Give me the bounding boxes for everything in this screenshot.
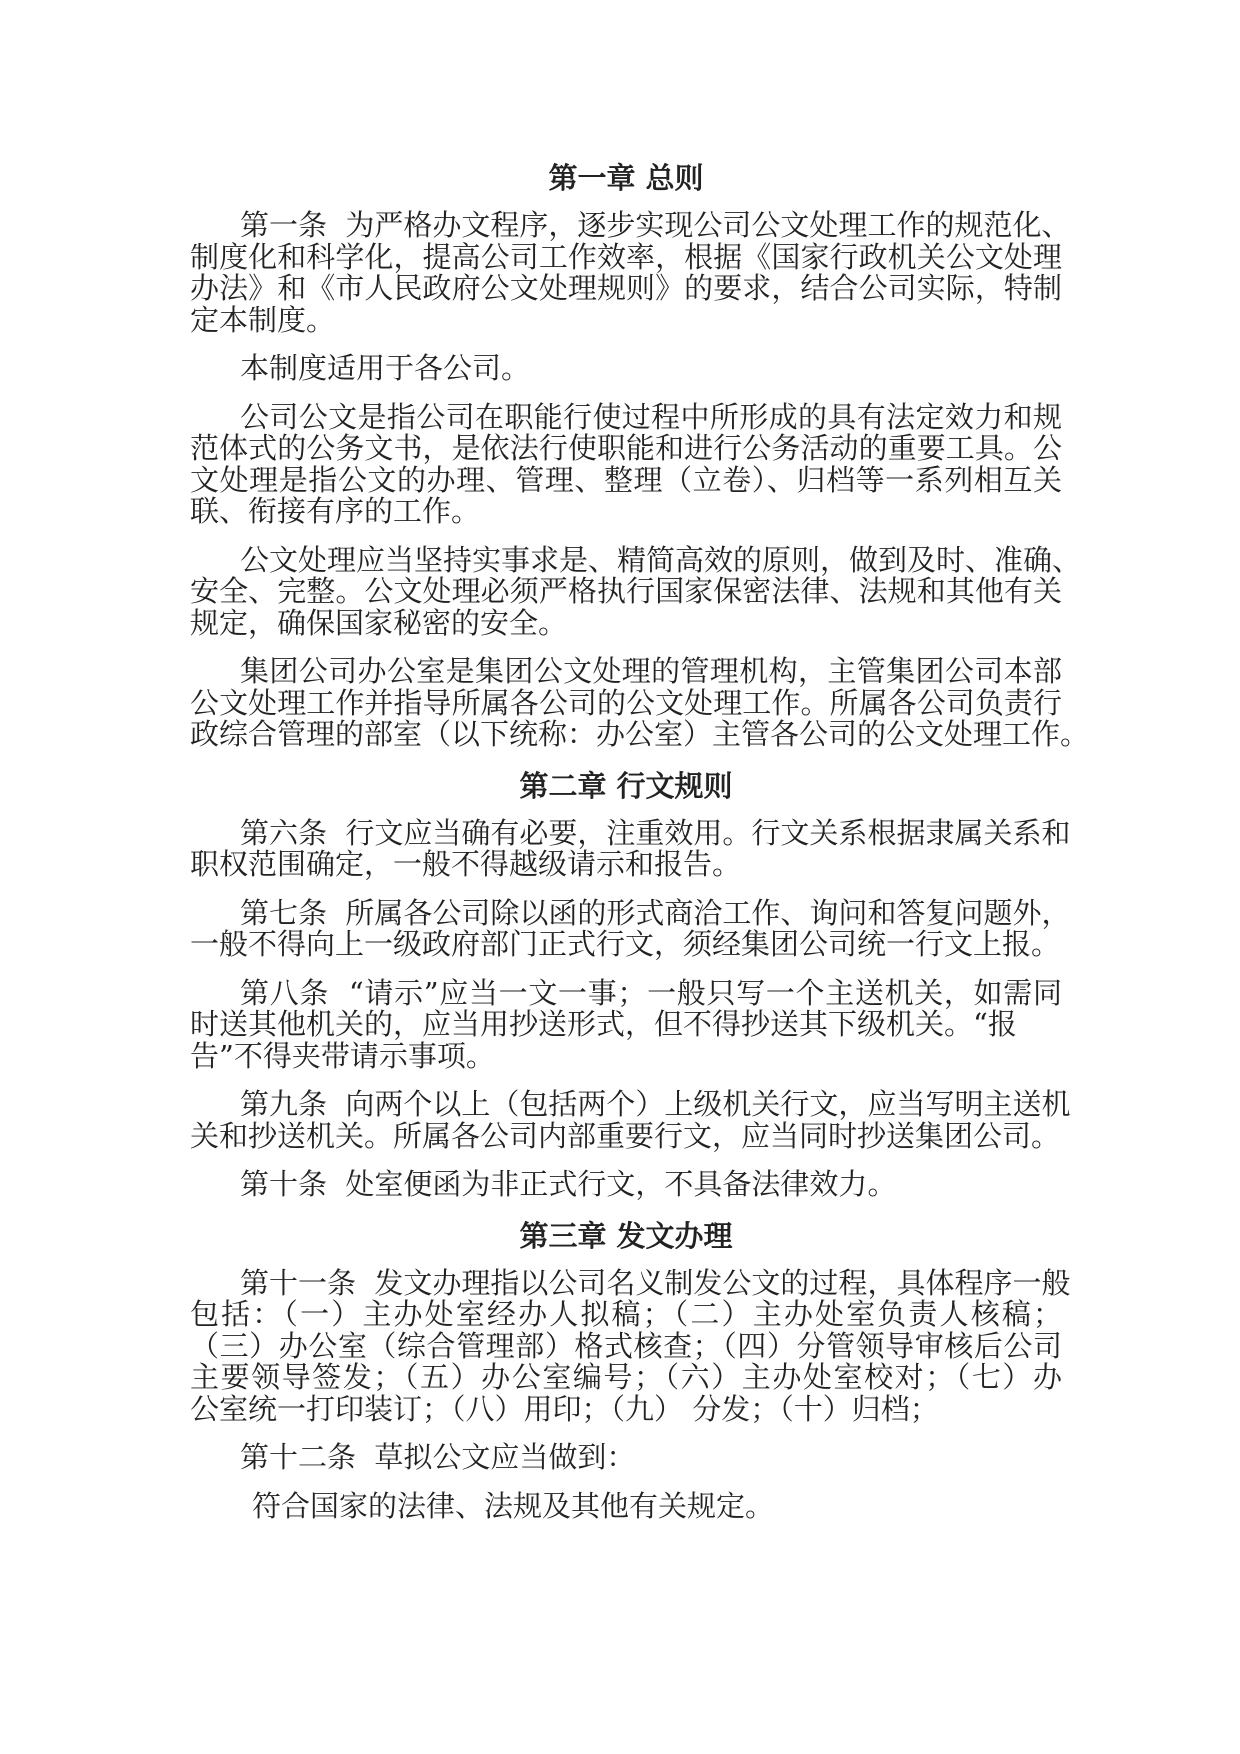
text-line: 第九条 向两个以上（包括两个）上级机关行文，应当写明主送机 [240, 1087, 1071, 1121]
text-line: 政综合管理的部室（以下统称：办公室）主管各公司的公文处理工作。 [190, 717, 1090, 751]
text-line: 主要领导签发；（五）办公室编号；（六）主办处室校对；（七）办 [190, 1360, 1062, 1394]
text-line: 告”不得夹带请示事项。 [190, 1038, 495, 1073]
text-line: 办法》和《市人民政府公文处理规则》的要求，结合公司实际，特制 [190, 271, 1062, 305]
text-line: 安全、完整。公文处理必须严格执行国家保密法律、法规和其他有关 [190, 574, 1062, 608]
text-line: 第十条 处室便函为非正式行文，不具备法律效力。 [240, 1167, 897, 1201]
document-page [190, 160, 1090, 1539]
article-12-item [190, 1488, 1062, 1523]
management-paragraph [190, 654, 1090, 751]
text-line: 联、衔接有序的工作。 [190, 494, 481, 528]
chapter-heading: 第三章 发文办理 [519, 1218, 733, 1253]
text-line: 时送其他机关的，应当用抄送形式，但不得抄送其下级机关。“报 [190, 1007, 1017, 1041]
text-line: 公文处理工作并指导所属各公司的公文处理工作。所属各公司负责行 [190, 685, 1062, 720]
article-6 [190, 815, 1071, 881]
text-line: 关和抄送机关。所属各公司内部重要行文，应当同时抄送集团公司。 [190, 1118, 1061, 1153]
text-line: 公室统一打印装订；（八）用印；（九） 分发；（十）归档； [190, 1391, 939, 1426]
text-line: 符合国家的法律、法规及其他有关规定。 [252, 1488, 775, 1523]
text-line: 一般不得向上一级政府部门正式行文，须经集团公司统一行文上报。 [190, 927, 1061, 961]
text-line: 规定，确保国家秘密的安全。 [190, 605, 568, 640]
text-line: 包括：（一）主办处室经办人拟稿；（二）主办处室负责人核稿； [190, 1297, 1062, 1331]
article-12 [190, 1442, 1062, 1474]
text-line: 职权范围确定，一般不得越级请示和报告。 [190, 847, 742, 881]
text-line: （三）办公室（综合管理部）格式核查；（四）分管领导审核后公司 [190, 1328, 1062, 1363]
definition-paragraph [190, 399, 1062, 528]
article-1 [190, 208, 1071, 337]
article-8 [190, 975, 1062, 1073]
article-11 [190, 1265, 1071, 1426]
text-line: 文处理是指公文的办理、管理、整理（立卷）、归档等一系列相互关 [190, 462, 1062, 497]
text-line: 第十二条 草拟公文应当做到： [240, 1440, 636, 1474]
article-7 [190, 895, 1071, 961]
text-line: 第七条 所属各公司除以函的形式商洽工作、询问和答复问题外， [240, 895, 1071, 930]
scope-paragraph [190, 353, 1062, 385]
principle-paragraph [190, 542, 1082, 640]
text-line: 第六条 行文应当确有必要，注重效用。行文关系根据隶属关系和 [240, 815, 1071, 850]
text-line: 公司公文是指公司在职能行使过程中所形成的具有法定效力和规 [240, 399, 1062, 434]
text-line: 公文处理应当坚持实事求是、精简高效的原则，做到及时、准确、 [240, 542, 1082, 577]
chapter-heading: 第一章 总则 [548, 161, 704, 195]
text-line: 制度化和科学化，提高公司工作效率，根据《国家行政机关公文处理 [190, 239, 1062, 274]
text-line: 定本制度。 [190, 302, 336, 337]
chapter-heading: 第二章 行文规则 [519, 768, 733, 803]
article-9 [190, 1087, 1071, 1153]
text-line: 集团公司办公室是集团公文处理的管理机构，主管集团公司本部 [240, 654, 1062, 688]
text-line: 第十一条 发文办理指以公司名义制发公文的过程，具体程序一般 [240, 1265, 1071, 1300]
text-line: 本制度适用于各公司。 [240, 351, 531, 385]
article-10 [190, 1169, 1062, 1201]
text-line: 第八条 “请示”应当一文一事；一般只写一个主送机关，如需同 [240, 975, 1062, 1010]
text-line: 范体式的公务文书，是依法行使职能和进行公务活动的重要工具。公 [190, 431, 1062, 465]
text-line: 第一条 为严格办文程序，逐步实现公司公文处理工作的规范化、 [240, 208, 1071, 242]
